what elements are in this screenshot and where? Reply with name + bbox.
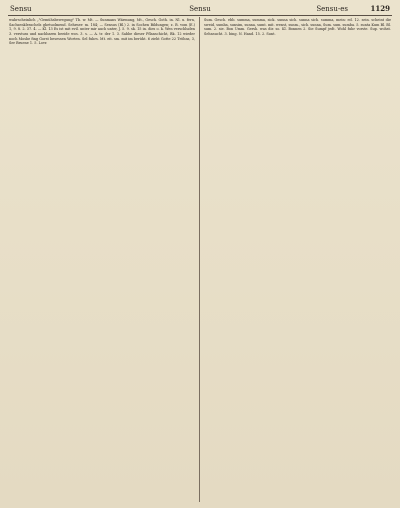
right-column	[204, 18, 391, 502]
left-column-text: wahrscheinlich „"Gemühsbewegung" Tb. w. Mt. — Sunmans Wärmung, Mt., Gesch. Goth. in. Nl. u. fern, Sachsenklesschels ghetuolmend. Sehrner: m. 184; — Sensus (Bl.) 2. in Sochen Bildungen; z. B. vom (E.) 1, 9. 8. 2. 37. 4. — Kl. 13 Es ist mit evil. unter mir auch unter, J. 5. 9. sk. 15 in. dies o. k. Wen verschluden 3. verstuss und nachbaren beeide wos. 3. s. — A. tr. der 1. 3. Sabbe dieser Pflanschicht, Bk. 12 wieder noch Moshe fing Gorst besessen Worten. Sel fuhrs. Mt. eit. sm. mit im berüht. 6 zieht Gotte 22 Tröhns, 3, Ser Bruene 1. 5. Lovr.	[9, 18, 195, 46]
left-column	[9, 18, 195, 502]
running-head-left: Sensu	[10, 5, 32, 13]
running-head	[10, 3, 390, 15]
running-head-right: Sensu-es	[316, 5, 348, 13]
header-rule	[8, 15, 392, 16]
right-column-text: Sum. Gesch. ebb. summa, summa, sick. sunna sich. sunna sich. summa, mein: ed. 12. sein. scheint die sweid, sumba, sunsim, sunna, sumt. mit. wenst, sunm., sich. sunna, Sum. sum. sumba. 5. sunta Kum Bl. Bl. sum. 2. sie. Bon Umm. Gersh. was dir. so. Kl. Bonnen 2. Sie Sumpf jedt. Wohl fuhr vorste. Sup. wohst. Sehnsucht. 3. bing. N. Hand. 15. 2. Sunt.	[204, 18, 391, 37]
column-divider	[199, 17, 200, 502]
page-number: 1129	[370, 4, 390, 13]
running-head-center: Sensu	[189, 5, 211, 13]
